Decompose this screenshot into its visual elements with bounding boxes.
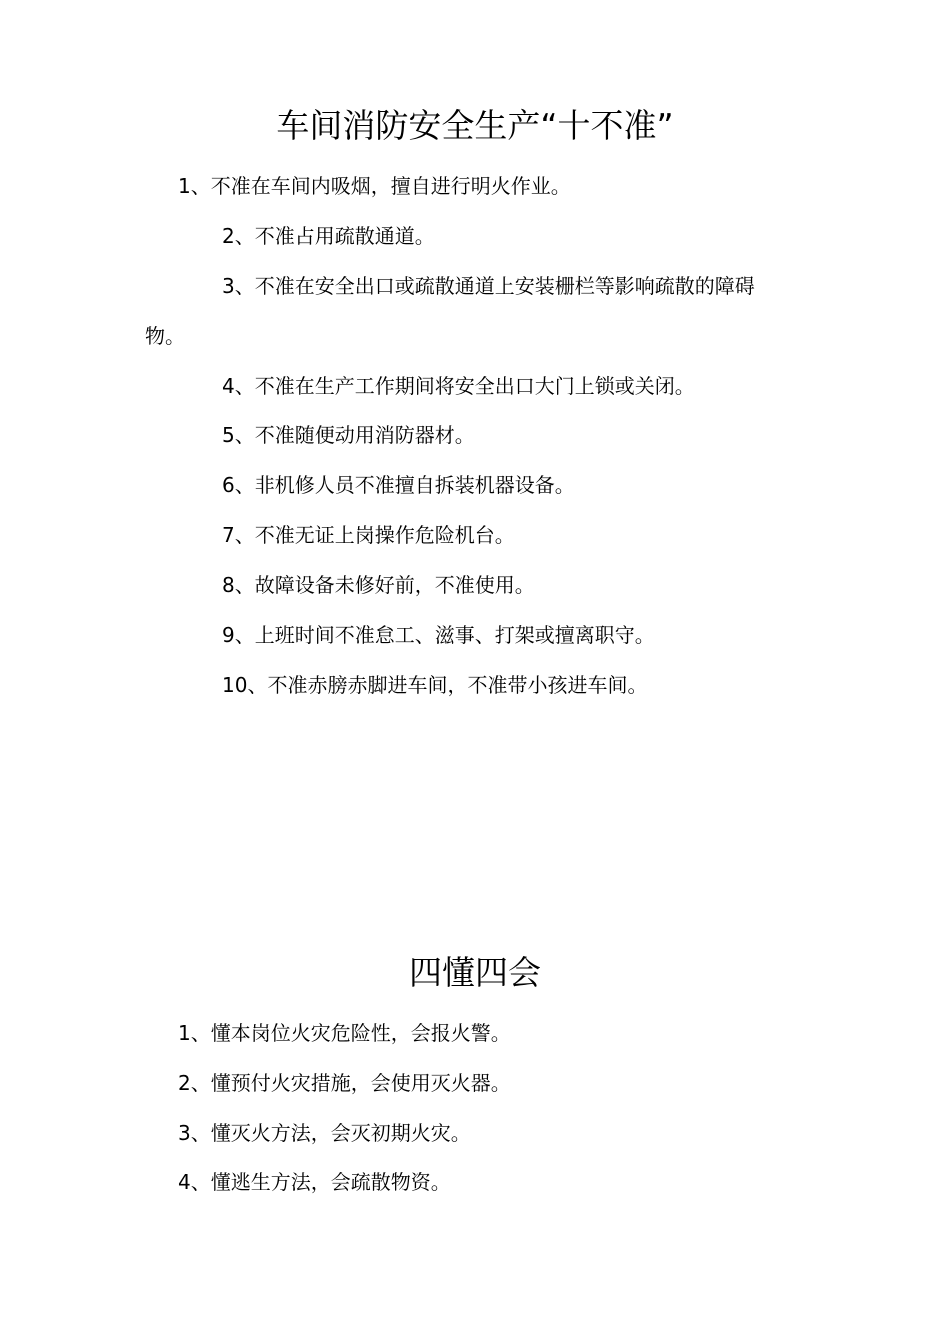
rule-item-3-continuation: 物。	[145, 324, 185, 348]
skill-item-1: 1、懂本岗位火灾危险性，会报火警。	[178, 1021, 511, 1045]
rule-item-2: 2、不准占用疏散通道。	[222, 224, 435, 248]
rule-item-3: 3、不准在安全出口或疏散通道上安装栅栏等影响疏散的障碍	[222, 274, 755, 298]
skill-item-3: 3、懂灭火方法，会灭初期火灾。	[178, 1121, 471, 1145]
rule-item-7: 7、不准无证上岗操作危险机台。	[222, 523, 515, 547]
rule-item-8: 8、故障设备未修好前，不准使用。	[222, 573, 535, 597]
skill-item-2: 2、懂预付火灾措施，会使用灭火器。	[178, 1071, 511, 1095]
rule-item-10: 10、不准赤膀赤脚进车间，不准带小孩进车间。	[222, 673, 648, 697]
rule-item-4: 4、不准在生产工作期间将安全出口大门上锁或关闭。	[222, 374, 695, 398]
rule-item-5: 5、不准随便动用消防器材。	[222, 423, 475, 447]
skill-item-4: 4、懂逃生方法，会疏散物资。	[178, 1170, 451, 1194]
section1-title: 车间消防安全生产“十不准”	[276, 106, 674, 145]
section2-title: 四懂四会	[409, 953, 541, 992]
rule-item-9: 9、上班时间不准怠工、滋事、打架或擅离职守。	[222, 623, 655, 647]
rule-item-6: 6、非机修人员不准擅自拆装机器设备。	[222, 473, 575, 497]
rule-item-1: 1、不准在车间内吸烟，擅自进行明火作业。	[178, 174, 571, 198]
